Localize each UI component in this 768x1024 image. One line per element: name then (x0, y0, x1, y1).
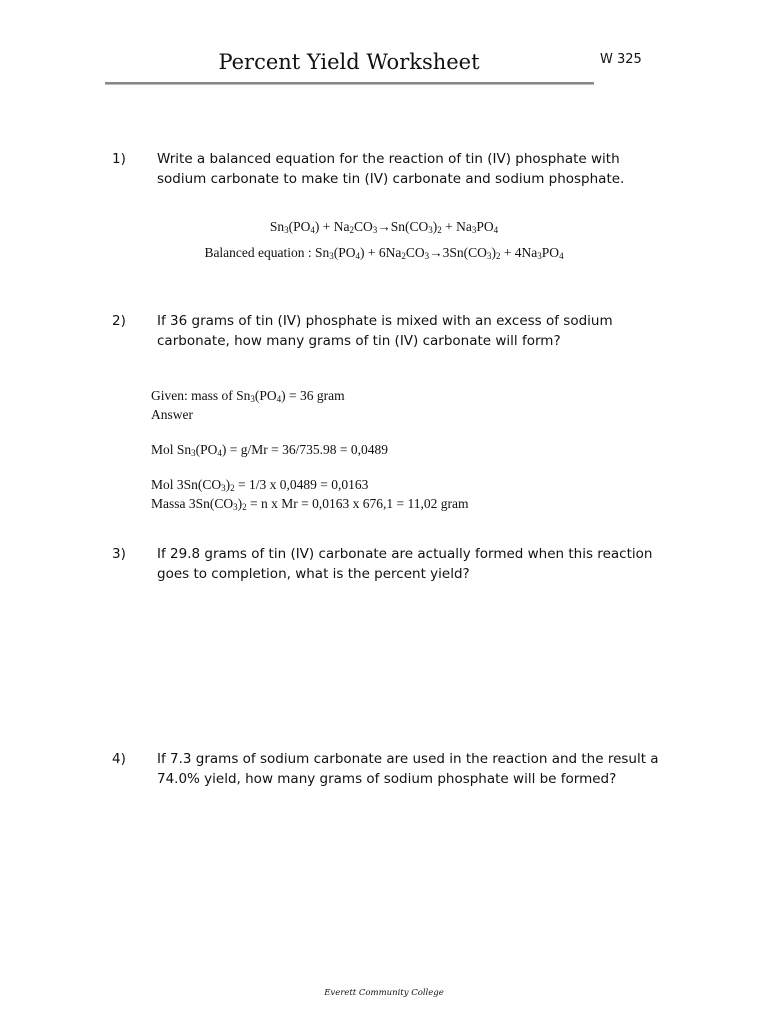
unbalanced-equation (0, 219, 768, 235)
question-number: 3) (112, 546, 126, 562)
eq-subscript: 2 (230, 483, 235, 493)
footer-college: Everett Community College (324, 988, 444, 998)
question-line: Write a balanced equation for the reaction of tin (IV) phosphate with (157, 151, 620, 167)
title-divider (105, 82, 594, 85)
eq-text: + 4Na (500, 245, 538, 260)
question-line: sodium carbonate to make tin (IV) carbonate and sodium phosphate. (157, 170, 625, 187)
eq-subscript: 3 (537, 251, 542, 261)
answer-text: ) (225, 477, 231, 492)
eq-text: (PO (288, 219, 311, 234)
answer-text: (PO (195, 442, 218, 457)
eq-subscript: 2 (242, 502, 247, 512)
eq-subscript: 4 (276, 394, 282, 404)
eq-subscript: 3 (428, 225, 433, 235)
eq-subscript: 3 (284, 225, 289, 235)
question-text (157, 545, 677, 584)
question-text (157, 312, 677, 351)
answer-text: ) (237, 496, 243, 511)
eq-subscript: 4 (217, 448, 222, 458)
eq-subscript: 4 (493, 225, 499, 235)
eq-text: + Na (441, 219, 472, 234)
eq-subscript: 4 (559, 251, 564, 261)
eq-subscript: 3 (424, 251, 430, 261)
answer-text: = n x Mr = 0,0163 x 676,1 = 11,02 gram (246, 496, 469, 511)
answer-text: Mol 3Sn(CO (151, 477, 222, 492)
eq-subscript: 3 (372, 225, 378, 235)
eq-subscript: 2 (495, 251, 501, 261)
answer-text: (PO (254, 388, 277, 403)
eq-subscript: 2 (401, 251, 406, 261)
question-number: 1) (112, 151, 126, 167)
mass-line (151, 496, 468, 512)
eq-subscript: 3 (486, 251, 492, 261)
question-line: If 36 grams of tin (IV) phosphate is mixed with an excess of sodium (157, 313, 613, 329)
question-line: If 29.8 grams of tin (IV) carbonate are actually formed when this reaction (157, 546, 653, 562)
answer-text: ) = g/Mr = 36/735.98 = 0,0489 (221, 442, 388, 457)
question-number: 2) (112, 313, 126, 329)
answer-text: ) = 36 gram (281, 388, 345, 403)
eq-subscript: 2 (349, 225, 354, 235)
eq-text: Sn (269, 219, 285, 234)
given-line (151, 388, 345, 404)
eq-text: PO (541, 245, 560, 260)
question-line: carbonate, how many grams of tin (IV) carbonate will form? (157, 332, 561, 349)
question-number: 4) (112, 751, 126, 767)
question-line: 74.0% yield, how many grams of sodium phosphate will be formed? (157, 770, 617, 787)
eq-subscript: 3 (221, 483, 226, 493)
reaction-arrow: → (377, 219, 391, 234)
eq-subscript: 2 (437, 225, 442, 235)
eq-subscript: 4 (310, 225, 315, 235)
page-title: Percent Yield Worksheet (218, 50, 480, 74)
eq-subscript: 4 (355, 251, 361, 261)
eq-subscript: 3 (191, 448, 196, 458)
reaction-arrow: → (429, 245, 443, 260)
eq-text: ) + 6Na (360, 245, 402, 260)
mol-line (151, 442, 388, 458)
mol-product-line (151, 477, 368, 493)
question-text (157, 150, 677, 189)
eq-text: CO (353, 219, 373, 234)
eq-text: CO (405, 245, 425, 260)
eq-text: Sn(CO (390, 219, 429, 234)
eq-text: ) (432, 219, 438, 234)
question-text (157, 750, 677, 789)
eq-subscript: 3 (471, 225, 477, 235)
eq-subscript: 3 (233, 502, 238, 512)
answer-text: Massa 3Sn(CO (151, 496, 234, 511)
eq-text: Balanced equation : Sn (204, 245, 330, 260)
eq-subscript: 3 (329, 251, 334, 261)
eq-subscript: 3 (250, 394, 255, 404)
eq-text: ) (491, 245, 496, 260)
answer-text: Mol Sn (151, 442, 192, 457)
question-line: goes to completion, what is the percent yield? (157, 565, 470, 582)
eq-text: 3Sn(CO (442, 245, 487, 260)
eq-text: ) + Na (314, 219, 350, 234)
worksheet-code: W 325 (600, 52, 642, 67)
eq-text: (PO (333, 245, 356, 260)
answer-label: Answer (151, 407, 193, 422)
balanced-equation (0, 245, 768, 261)
eq-text: PO (476, 219, 494, 234)
answer-text: Given: mass of Sn (151, 388, 251, 403)
question-line: If 7.3 grams of sodium carbonate are used in the reaction and the result a (157, 751, 659, 767)
answer-text: = 1/3 x 0,0489 = 0,0163 (234, 477, 369, 492)
